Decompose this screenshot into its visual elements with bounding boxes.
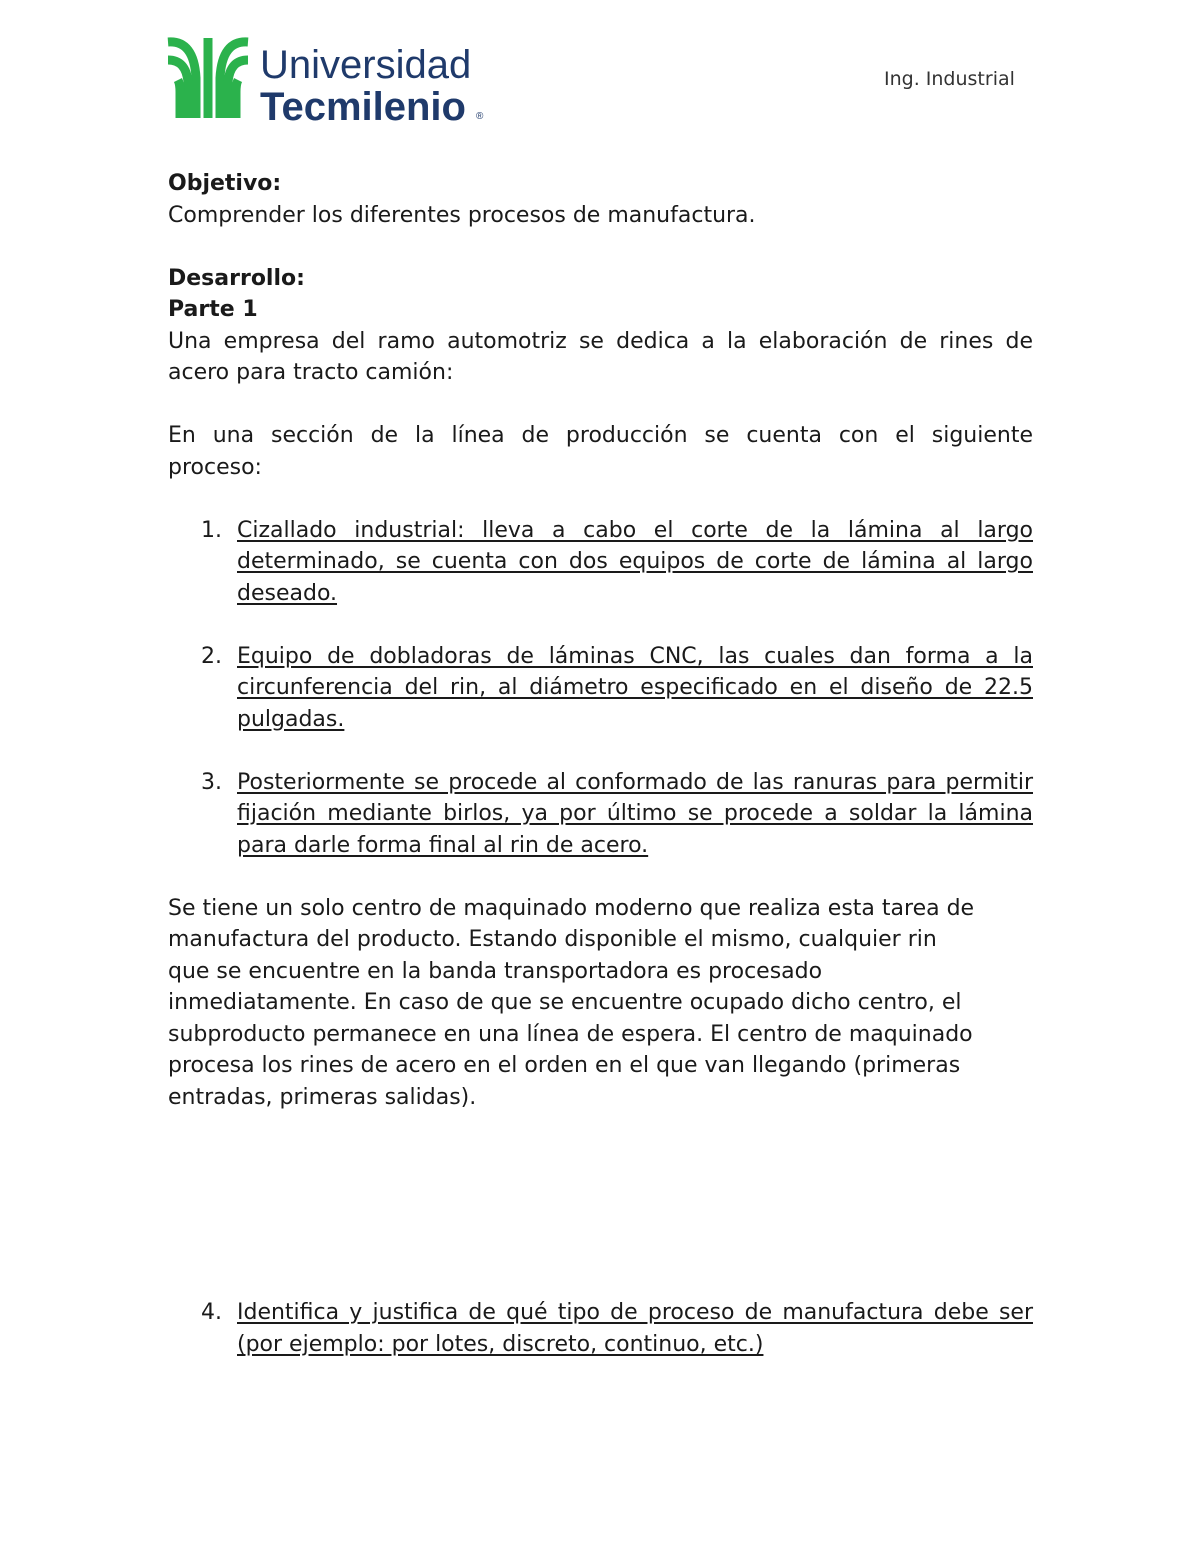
machining-line: que se encuentre en la banda transportadora es procesado xyxy=(168,958,823,984)
program-label: Ing. Industrial xyxy=(884,68,1015,90)
machining-line: subproducto permanece en una línea de espera. El centro de maquinado xyxy=(168,1021,973,1047)
question-section xyxy=(168,1297,1033,1360)
spacer xyxy=(168,231,1033,263)
spacer xyxy=(168,483,1033,515)
machining-line: Se tiene un solo centro de maquinado moderno que realiza esta tarea de xyxy=(168,895,975,921)
intro-line-2: acero para tracto camión: xyxy=(168,360,454,385)
logo-registered-mark: ® xyxy=(476,111,484,122)
question-text: Identifica y justifica de qué tipo de proceso de manufactura debe ser (por ejemplo: por lotes, discreto, continuo, etc.) xyxy=(237,1300,1033,1357)
spacer xyxy=(168,735,1033,767)
machining-line: procesa los rines de acero en el orden en el que van llegando (primeras xyxy=(168,1053,961,1078)
intro-line-1: Una empresa del ramo automotriz se dedica a la elaboración de rines de xyxy=(168,328,1033,354)
machining-line: inmediatamente. En caso de que se encuentre ocupado dicho centro, el xyxy=(168,990,962,1015)
university-logo xyxy=(164,34,494,126)
list-number: 3. xyxy=(201,769,222,795)
part-heading: Parte 1 xyxy=(168,297,258,322)
list-text: Cizallado industrial: lleva a cabo el corte de la lámina al largo determinado, se cuenta con dos equipos de corte de lámina al largo deseado. xyxy=(237,517,1033,606)
section-line-1: En una sección de la línea de producción se cuenta con el siguiente xyxy=(168,423,1033,448)
list-item xyxy=(168,641,1033,736)
objective-text: Comprender los diferentes procesos de manufactura. xyxy=(168,202,756,228)
development-heading: Desarrollo: xyxy=(168,265,305,291)
list-item xyxy=(168,1297,1033,1360)
spacer xyxy=(168,389,1033,421)
section-line-2: proceso: xyxy=(168,454,262,480)
list-number: 2. xyxy=(201,643,222,669)
list-text: Posteriormente se procede al conformado de las ranuras para permitir fijación mediante birlos, ya por último se procede a soldar la lámina para darle forma final al rin de acero. xyxy=(237,769,1033,858)
list-number: 1. xyxy=(201,517,222,543)
machining-line: manufactura del producto. Estando disponible el mismo, cualquier rin xyxy=(168,927,937,952)
list-number: 4. xyxy=(201,1300,222,1325)
logo-line2: Tecmilenio xyxy=(260,85,466,126)
list-text: Equipo de dobladoras de láminas CNC, las cuales dan forma a la circunferencia del rin, al diámetro especificado en el diseño de 22.5 pulgadas. xyxy=(237,643,1033,732)
logo-line1: Universidad xyxy=(260,43,472,87)
machining-paragraph xyxy=(168,893,1033,1114)
document-body xyxy=(168,168,1033,1113)
objective-heading: Objetivo: xyxy=(168,171,282,196)
spacer xyxy=(168,609,1033,641)
machining-line: entradas, primeras salidas). xyxy=(168,1084,477,1110)
spacer xyxy=(168,861,1033,893)
tecmilenio-leaf-icon xyxy=(164,34,494,126)
list-item xyxy=(168,515,1033,610)
list-item xyxy=(168,767,1033,862)
